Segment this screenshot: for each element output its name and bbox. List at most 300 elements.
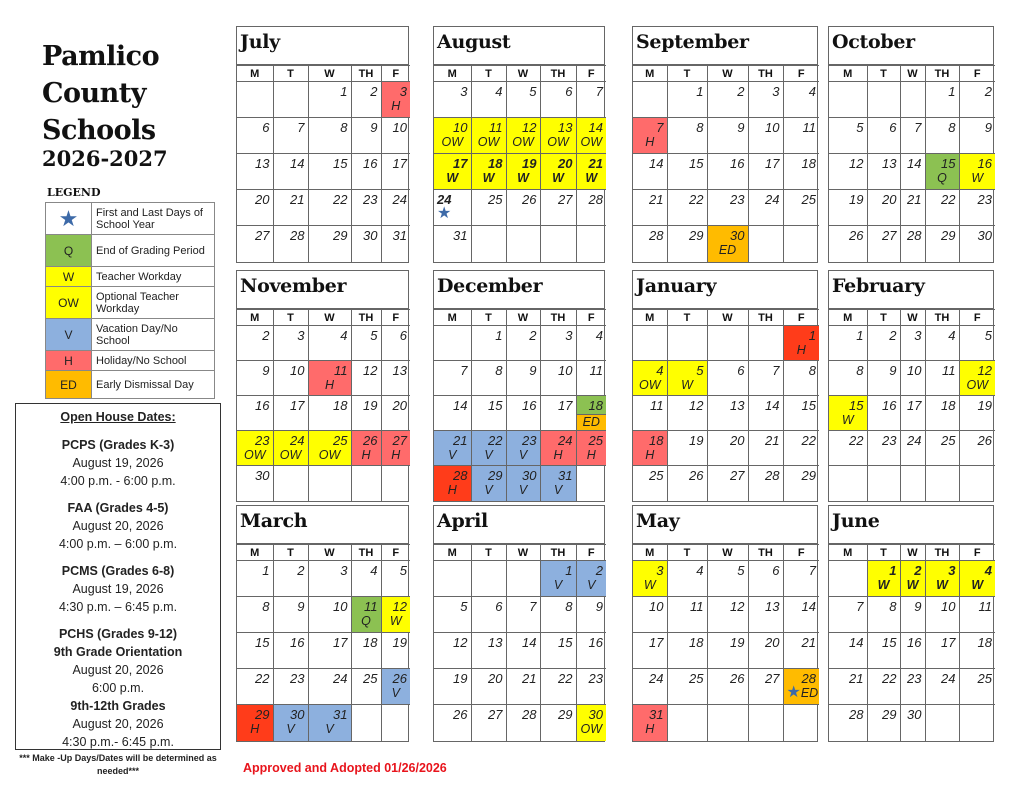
day-number: 20 [392,398,407,413]
legend-label: Holiday/No School [92,351,215,371]
day-number: 19 [977,398,992,413]
day-cell [434,597,471,633]
open-house-time: 4:30 p.m. – 6:45 p.m. [58,600,178,614]
day-number: 17 [453,156,468,171]
day-cell [540,431,576,466]
day-cell [351,326,381,361]
empty-cell [633,82,667,118]
day-code: H [586,448,596,462]
day-number: 5 [370,328,378,343]
day-cell [633,431,667,466]
day-cell [351,361,381,396]
day-cell [273,361,308,396]
empty-cell [633,326,667,361]
weekday-header: W [900,66,925,82]
day-cell [434,396,471,431]
day-number: 9 [984,120,992,135]
empty-cell [900,82,925,118]
day-number: 8 [262,599,270,614]
day-cell [867,561,900,597]
weekday-header: TH [540,310,576,326]
week-row [633,361,819,396]
day-number: 27 [392,433,407,448]
empty-cell [783,226,819,262]
day-number: 6 [262,120,270,135]
day-number: 26 [689,468,704,483]
day-number: 2 [529,328,537,343]
day-number: 16 [522,398,537,413]
open-house-school: PCHS (Grades 9-12) [58,627,178,641]
legend-swatch: OW [46,287,92,319]
title-line: County [42,78,146,109]
weekday-header: M [434,310,471,326]
week-row [434,597,606,633]
day-cell [959,82,995,118]
week-row [829,361,995,396]
weekday-header: T [471,66,506,82]
weekday-header: TH [351,545,381,561]
day-number: 24 [649,671,664,686]
day-cell [867,361,900,396]
day-number: 2 [297,563,305,578]
day-number: 6 [737,363,745,378]
day-cell [783,326,819,361]
day-cell [748,561,783,597]
day-number: 27 [765,671,780,686]
day-cell [707,669,748,705]
day-cell [925,226,959,262]
day-code: OW [512,135,534,149]
day-code: V [484,483,493,497]
day-number: 16 [255,398,270,413]
weekday-header: TH [925,66,959,82]
week-row [237,561,410,597]
open-house-heading: Open House Dates: [60,410,176,424]
day-cell [900,226,925,262]
month-name: February [829,271,993,309]
day-number: 26 [363,433,378,448]
day-cell [506,326,540,361]
day-number: 2 [737,84,745,99]
day-cell [633,154,667,190]
day-number: 14 [649,156,664,171]
day-code: W [517,171,529,185]
day-number: 23 [882,433,897,448]
day-number: 14 [522,635,537,650]
month-name: June [829,506,993,544]
day-number: 3 [948,563,956,578]
day-cell [707,118,748,154]
month-name: April [434,506,604,544]
week-row [237,396,410,431]
day-number: 29 [488,468,503,483]
weekday-header: M [237,310,273,326]
day-cell [925,154,959,190]
empty-cell [273,82,308,118]
week-row [237,326,410,361]
day-number: 20 [765,635,780,650]
day-cell [667,361,707,396]
day-cell [900,431,925,466]
day-cell [576,118,606,154]
day-number: 13 [882,156,897,171]
day-cell [540,190,576,226]
day-number: 28 [588,192,603,207]
day-number: 7 [460,363,468,378]
day-number: 1 [948,84,956,99]
day-cell [351,118,381,154]
school-year: 2026-2027 [42,146,168,171]
day-number: 19 [689,433,704,448]
day-cell [237,705,273,741]
weekday-header: TH [748,545,783,561]
day-number: 4 [984,563,992,578]
day-number: 30 [730,228,745,243]
day-cell [506,396,540,431]
day-cell [381,561,410,597]
day-cell [748,154,783,190]
day-code: H [447,483,457,497]
day-cell [237,561,273,597]
day-number: 18 [363,635,378,650]
day-cell [308,431,351,466]
day-cell [471,431,506,466]
day-cell [829,431,867,466]
weekday-header: T [471,545,506,561]
day-number: 18 [941,398,956,413]
day-cell [633,361,667,396]
weekday-header: TH [351,310,381,326]
day-number: 16 [882,398,897,413]
legend-item-v [46,319,215,351]
day-number: 18 [801,156,816,171]
day-cell [748,82,783,118]
day-cell [829,396,867,431]
week-row [237,190,410,226]
day-cell [959,669,995,705]
week-row [633,431,819,466]
day-cell [351,431,381,466]
day-cell [273,633,308,669]
day-number: 11 [364,599,378,614]
day-number: 20 [558,156,573,171]
day-cell [471,705,506,741]
day-number: 24 [941,671,956,686]
day-number: 11 [650,398,664,413]
month-june [828,505,994,742]
day-number: 27 [558,192,573,207]
weekday-header: W [308,310,351,326]
day-number: 18 [689,635,704,650]
day-number: 30 [255,468,270,483]
week-row [829,154,995,190]
day-cell [381,326,410,361]
day-number: 15 [882,635,897,650]
empty-cell [434,326,471,361]
day-cell [707,396,748,431]
day-number: 10 [649,599,664,614]
day-number: 15 [333,156,348,171]
day-number: 23 [255,433,270,448]
day-number: 29 [333,228,348,243]
day-code: H [796,343,806,357]
week-row [829,326,995,361]
day-code: V [286,722,295,736]
day-cell [633,226,667,262]
day-number: 3 [772,84,780,99]
day-number: 23 [588,671,603,686]
day-number: 8 [808,363,816,378]
day-cell [748,118,783,154]
month-january [632,270,818,502]
day-cell [471,669,506,705]
day-number: 17 [907,398,922,413]
day-cell [471,466,506,501]
day-code: ED [577,414,607,430]
day-number: 25 [941,433,956,448]
week-row [434,705,606,741]
day-number: 4 [595,328,603,343]
day-code: V [448,448,457,462]
day-code: Q [361,614,371,628]
day-cell [381,597,410,633]
day-cell [707,82,748,118]
day-cell [506,705,540,741]
day-cell [381,118,410,154]
day-number: 28 [765,468,780,483]
day-cell [783,190,819,226]
day-cell [959,154,995,190]
week-row [237,669,410,705]
week-row [434,561,606,597]
day-number: 10 [333,599,348,614]
day-cell [351,669,381,705]
day-cell [707,154,748,190]
empty-cell [867,82,900,118]
day-cell [434,633,471,669]
weekday-header: W [308,66,351,82]
day-number: 27 [255,228,270,243]
weekday-header: W [308,545,351,561]
day-number: 23 [363,192,378,207]
day-number: 4 [696,563,704,578]
open-house-date: August 20, 2026 [72,717,164,731]
week-row [829,226,995,262]
day-code: W [971,171,984,185]
day-code: V [518,448,528,462]
day-cell [925,431,959,466]
week-row [237,431,410,466]
day-cell [308,705,351,741]
day-cell [506,466,540,501]
empty-cell [748,226,783,262]
day-cell [540,154,576,190]
day-number: 12 [977,363,992,378]
legend-label: End of Grading Period [92,235,215,267]
day-number: 28 [849,707,864,722]
day-number: 6 [399,328,407,343]
day-cell [434,466,471,501]
legend-item-ed [46,371,215,399]
day-cell [576,669,606,705]
day-code: H [645,448,655,462]
day-number: 29 [941,228,956,243]
week-row [633,396,819,431]
day-code: OW [580,135,603,149]
weekday-header: M [829,310,867,326]
day-cell [540,633,576,669]
day-number: 21 [290,192,305,207]
day-cell [471,154,506,190]
day-cell [540,326,576,361]
day-number: 30 [977,228,992,243]
week-row [434,154,606,190]
day-cell [900,361,925,396]
day-cell [434,705,471,741]
day-number: 22 [941,192,956,207]
day-number: 29 [558,707,573,722]
day-cell [471,597,506,633]
day-number: 8 [340,120,348,135]
day-cell [829,597,867,633]
day-cell [237,190,273,226]
day-number: 22 [882,671,897,686]
week-row [237,597,410,633]
day-number: 9 [297,599,305,614]
day-number: 23 [977,192,992,207]
month-name: November [237,271,408,309]
day-cell [707,466,748,501]
day-cell [434,226,471,262]
day-number: 24 [907,433,922,448]
day-number: 6 [772,563,780,578]
day-cell [783,396,819,431]
day-cell [540,561,576,597]
day-cell [434,118,471,154]
month-december [433,270,605,502]
day-cell [381,431,410,466]
week-row [237,226,410,262]
day-cell [783,154,819,190]
week-row [829,82,995,118]
day-number: 23 [290,671,305,686]
day-number: 16 [977,156,992,171]
weekday-header: T [471,310,506,326]
day-cell [273,190,308,226]
day-cell [829,154,867,190]
day-number: 13 [558,120,573,135]
day-cell [576,326,606,361]
day-number: 2 [984,84,992,99]
day-number: 23 [730,192,745,207]
day-cell [237,326,273,361]
day-number: 16 [907,635,922,650]
day-number: 18 [649,433,664,448]
weekday-header: T [867,310,900,326]
weekday-header: F [783,66,819,82]
day-cell [748,466,783,501]
day-cell [829,633,867,669]
weekday-header: F [576,66,606,82]
day-cell [434,82,471,118]
day-number: 17 [765,156,780,171]
day-number: 19 [363,398,378,413]
day-number: 7 [595,84,603,99]
day-number: 13 [765,599,780,614]
weekday-header: W [506,310,540,326]
day-number: 27 [730,468,745,483]
day-cell [667,633,707,669]
empty-cell [925,466,959,501]
weekday-header: T [273,545,308,561]
day-cell [351,190,381,226]
day-number: 15 [849,398,864,413]
legend-title: LEGEND [47,186,101,199]
day-number: 9 [529,363,537,378]
day-number: 10 [453,120,468,135]
week-row [633,226,819,262]
empty-cell [829,82,867,118]
day-cell [381,154,410,190]
day-number: 3 [460,84,468,99]
day-number: 8 [696,120,704,135]
day-code: W [681,378,693,392]
weekday-header: F [783,545,819,561]
day-cell [633,705,667,741]
weekday-header: M [829,545,867,561]
day-number: 30 [522,468,537,483]
day-cell [434,669,471,705]
empty-cell [273,466,308,501]
day-number: 22 [849,433,864,448]
day-cell [959,597,995,633]
day-number: 26 [392,671,407,686]
day-cell [540,396,576,431]
day-number: 25 [488,192,503,207]
day-cell [707,226,748,262]
day-number: 3 [914,328,922,343]
day-cell [925,561,959,597]
day-number: 9 [737,120,745,135]
day-cell [506,154,540,190]
day-cell [540,466,576,501]
day-number: 6 [495,599,503,614]
month-name: October [829,27,993,65]
day-cell [633,118,667,154]
empty-cell [237,82,273,118]
weekday-header: W [900,545,925,561]
day-number: 10 [765,120,780,135]
day-number: 15 [941,156,956,171]
day-number: 16 [588,635,603,650]
day-number: 1 [565,563,573,578]
day-number: 15 [558,635,573,650]
day-number: 5 [529,84,537,99]
day-cell [576,431,606,466]
day-number: 4 [808,84,816,99]
day-number: 18 [488,156,503,171]
weekday-header: T [273,66,308,82]
weekday-header: TH [748,66,783,82]
day-number: 22 [333,192,348,207]
day-number: 21 [522,671,537,686]
day-number: 1 [856,328,864,343]
weekday-header: TH [351,66,381,82]
day-cell [667,561,707,597]
legend-swatch: V [46,319,92,351]
legend-item-ow [46,287,215,319]
legend [45,202,215,399]
